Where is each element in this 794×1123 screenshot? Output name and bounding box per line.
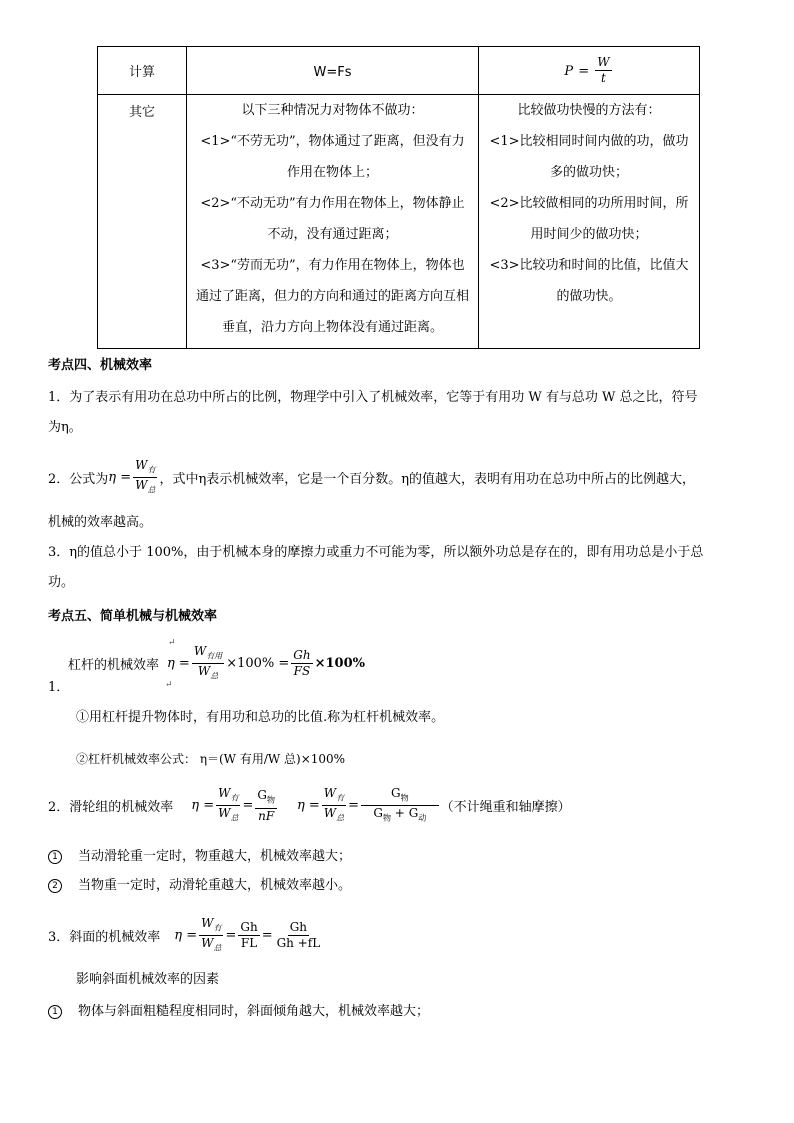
- power-comparison-methods: 比较做功快慢的方法有： <1>比较相同时间内做的功，做功 多的做功快； <2>比较做相同的功所用时间，所 用时间少的做功快； <3>比较功和时间的比值，比值大 的做功快。: [479, 95, 700, 349]
- lever-fraction-2: $\frac{Gh}{FS}$: [293, 648, 311, 679]
- comparison-table: [97, 46, 700, 349]
- pulley-fraction-1: $\frac{W_有}{W_总}$: [218, 786, 239, 823]
- power-fraction: $\frac{W}{t}$: [597, 55, 610, 85]
- lever-note-1: ①用杠杆提升物体时，有用功和总功的比值.称为杠杆机械效率。: [76, 710, 445, 725]
- incline-fraction-2: $\frac{Gh}{FL}$: [240, 920, 258, 951]
- lever-efficiency: 杠杆的机械效率 η = $\frac{W_{有用}}{W_总}$ ×100% = $\frac{Gh}{FS}$ ×100%: [68, 644, 365, 684]
- section4-p2: 2．公式为 η = $\frac{W_有}{W_总}$ ，式中η表示机械效率，它是一个百分数。η的值越大，表明有用功在总功中所占的比例越大，: [48, 458, 695, 498]
- pulley-fraction-4: $\frac{G_物}{G_物 + G_动}$: [361, 786, 439, 826]
- section4-p1: 1．为了表示有用功在总功中所占的比例，物理学中引入了机械效率，它等于有用功 W 有与总功 W 总之比，符号: [48, 390, 698, 405]
- list-item: 1 当动滑轮重一定时，物重越大，机械效率越大；: [48, 849, 351, 865]
- return-mark-icon: ↵: [165, 680, 173, 690]
- section4-p3: 3．η的值总小于 100%，由于机械本身的摩擦力或重力不可能为零，所以额外功总是存在的，即有用功总是小于总: [48, 545, 704, 560]
- row-label-calc: 计算: [98, 47, 187, 95]
- incline-factors-heading: 影响斜面机械效率的因素: [76, 972, 220, 987]
- list-item: 2 当物重一定时，动滑轮重越大，机械效率越小。: [48, 878, 351, 894]
- lever-fraction-1: $\frac{W_{有用}}{W_总}$: [193, 644, 223, 681]
- return-mark-icon: ↵: [168, 638, 176, 648]
- lever-note-2: ②杠杆机械效率公式： η＝(W 有用/W 总)×100%: [76, 752, 346, 766]
- section4-heading: 考点四、机械效率: [48, 358, 153, 373]
- pulley-fraction-2: $\frac{G_物}{nF}$: [257, 788, 275, 823]
- work-formula: W=Fs: [187, 47, 479, 95]
- section4-p1-cont: 为η。: [48, 420, 82, 435]
- incline-efficiency: 3．斜面的机械效率 η = $\frac{W_有}{W_总}$ = $\frac{Gh}{FL}$ = $\frac{Gh}{Gh +fL}$: [48, 916, 324, 956]
- table-row: [98, 47, 700, 95]
- incline-fraction-3: $\frac{Gh}{Gh +fL}$: [276, 920, 321, 951]
- power-formula: P = $\frac{W}{t}$: [479, 47, 700, 95]
- circled-number-icon: 2: [48, 879, 62, 893]
- pulley-efficiency: 2．滑轮组的机械效率 η = $\frac{W_有}{W_总}$ = $\frac{G_物}{nF}$ η = $\frac{W_有}{W_总}$ = $\frac{G_物}{G_物 + G_动}$ （不计绳重和轴摩擦）: [48, 786, 571, 826]
- no-work-cases: 以下三种情况力对物体不做功： <1>“不劳无功”，物体通过了距离，但没有力 作用在物体上； <2>“不动无功”有力作用在物体上，物体静止 不动，没有通过距离； <3>“劳而无功”，有力作用在物体上，物体也 通过了距离，但力的方向和通过的距离方向互相 垂直，沿力方向上物体没有通过距离。: [187, 95, 479, 349]
- circled-number-icon: 1: [48, 1005, 62, 1019]
- list-item: 1 物体与斜面粗糙程度相同时，斜面倾角越大，机械效率越大；: [48, 1004, 429, 1020]
- circled-number-icon: 1: [48, 850, 62, 864]
- incline-fraction-1: $\frac{W_有}{W_总}$: [201, 916, 222, 953]
- efficiency-fraction: $\frac{W_有}{W_总}$: [135, 458, 156, 495]
- section4-p3-cont: 功。: [48, 575, 75, 590]
- table-row: [98, 95, 700, 349]
- item1-number: 1．: [48, 680, 70, 695]
- section4-p2-cont: 机械的效率越高。: [48, 515, 153, 530]
- pulley-fraction-3: $\frac{W_有}{W_总}$: [323, 786, 345, 823]
- row-label-other: 其它: [98, 95, 187, 349]
- section5-heading: 考点五、简单机械与机械效率: [48, 609, 218, 624]
